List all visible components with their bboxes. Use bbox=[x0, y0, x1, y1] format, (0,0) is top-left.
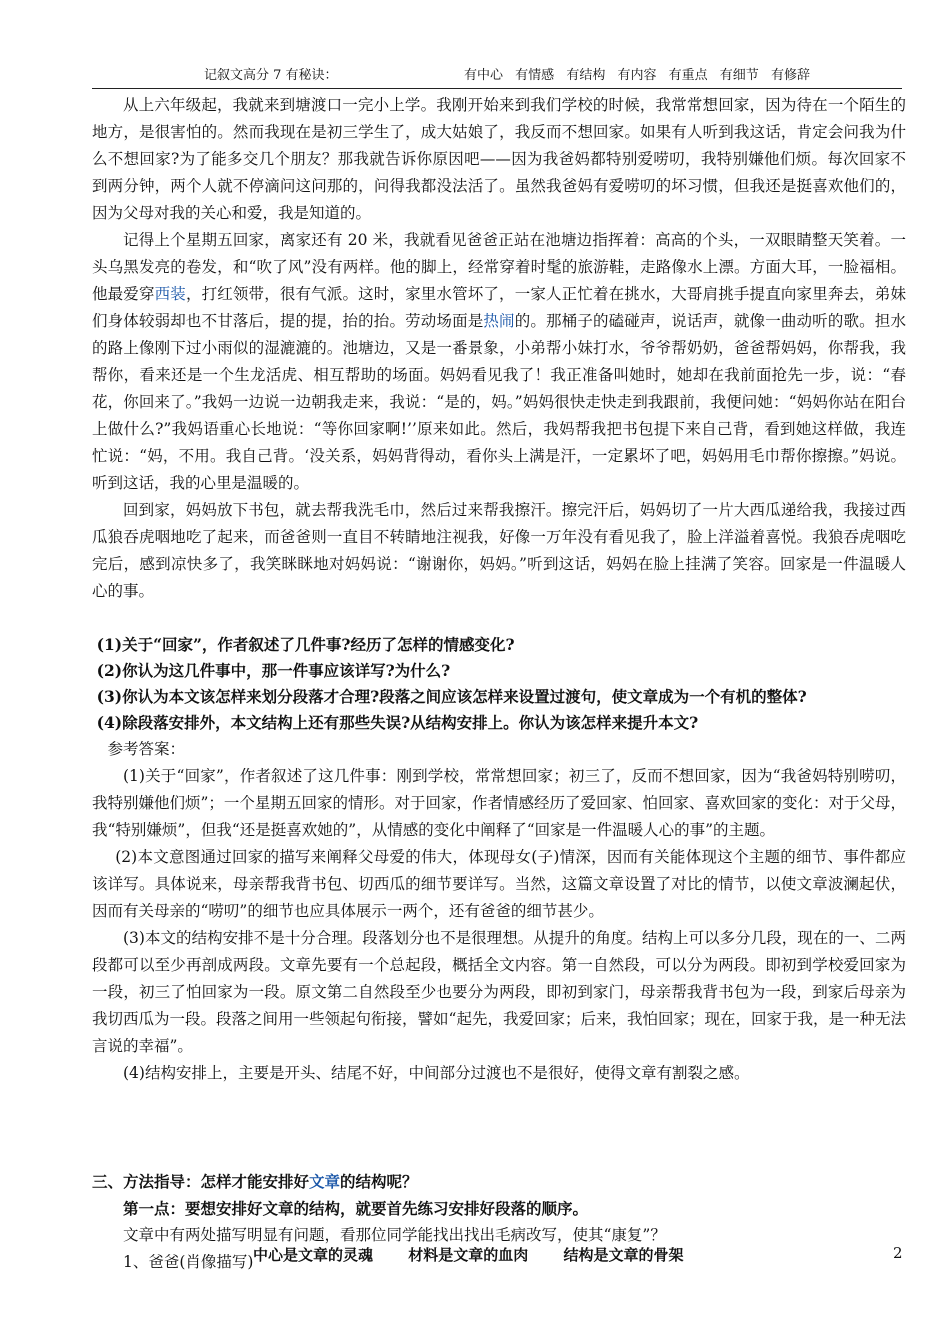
document-body bbox=[92, 92, 906, 1276]
answer-4: (4)结构安排上，主要是开头、结尾不好，中间部分过渡也不是很好，使得文章有割裂之感。 bbox=[123, 1064, 750, 1082]
method-item-1: 1、爸爸(肖像描写) bbox=[123, 1253, 254, 1271]
header-items bbox=[464, 66, 818, 86]
footer-mottos bbox=[253, 1244, 714, 1265]
question-2: (2)你认为这几件事中，那一件事应该详写?为什么? bbox=[96, 661, 451, 680]
method-intro: 文章中有两处描写明显有问题，看那位同学能找出找出毛病改写，使其“康复”？ bbox=[123, 1226, 666, 1244]
heading-text: 三、方法指导：怎样才能安排好 bbox=[92, 1172, 310, 1191]
answer-3: (3)本文的结构安排不是十分合理。段落划分也不是很理想。从提升的角度。结构上可以多分几段，现在的一、二两段都可以至少再剖成两段。文章先要有一个总起段，概括全文内容。第一自然段，可以分为两段。即初到学校爱回家为一段，初三了怕回家为一段。原文第二自然段至少也要分为两段，即初到家门，母亲帮我背书包为一段，到家后母亲为我切西瓜为一段。段落之间用一些领起句衔接，譬如“起先，我爱回家；后来，我怕回家；现在，回家于我，是一种无法言说的幸福”。 bbox=[92, 929, 906, 1055]
keyword-link-suit[interactable]: 西装 bbox=[154, 285, 186, 303]
answer-2: (2)本文意图通过回家的描写来阐释父母爱的伟大，体现母女(子)情深，因而有关能体现这个主题的细节、事件都应该详写。具体说来，母亲帮我背书包、切西瓜的细节要详写。当然，这篇文章设置了对比的情节，以使文章波澜起伏，因而有关母亲的“唠叨”的细节也应具体展示一两个，还有爸爸的细节甚少。 bbox=[92, 848, 906, 920]
question-3: (3)你认为本文该怎样来划分段落才合理?段落之间应该怎样来设置过渡句，使文章成为一个有机的整体? bbox=[96, 687, 807, 706]
page-number: 2 bbox=[893, 1244, 903, 1262]
section-heading bbox=[92, 1168, 906, 1195]
header-item: 有结构 bbox=[566, 68, 606, 83]
footer-motto: 结构是文章的骨架 bbox=[563, 1246, 684, 1264]
question-1: (1)关于“回家”，作者叙述了几件事?经历了怎样的情感变化? bbox=[96, 635, 515, 654]
page-footer bbox=[0, 1244, 950, 1268]
essay-text: 的。那桶子的磕碰声，说话声，就像一曲动听的歌。担水的路上像刚下过小雨似的湿漉漉的。池塘边，又是一番景象，小弟帮小妹打水，爷爷帮奶奶，爸爸帮妈妈，你帮我，我帮你，看来还是一个生龙活虎、相互帮助的场面。妈妈看见我了！我正准备叫她时，她却在我前面抢先一步，说：“春花，你回来了。”我妈一边说一边朝我走来，我说：“是的，妈。”妈妈很快走快走到我跟前，我便问她：“妈妈你站在阳台上做什么?”我妈语重心长地说：“等你回家啊!’’原来如此。然后，我妈帮我把书包提下来自己背，看到她这样做，我连忙说：“妈，不用。我自己背。‘没关系，妈妈背得动，看你头上满是汗，一定累坏了吧，妈妈用毛巾帮你擦擦。”妈说。听到这话，我的心里是温暖的。 bbox=[92, 312, 906, 492]
footer-motto: 材料是文章的血肉 bbox=[408, 1246, 529, 1264]
method-point-1: 第一点：要想安排好文章的结构，就要首先练习安排好段落的顺序。 bbox=[123, 1199, 589, 1218]
essay-paragraph-2 bbox=[92, 227, 906, 497]
header-item: 有内容 bbox=[617, 68, 657, 83]
heading-text: 的结构呢？ bbox=[340, 1172, 418, 1191]
header-item: 有细节 bbox=[719, 68, 759, 83]
footer-motto: 中心是文章的灵魂 bbox=[253, 1246, 374, 1264]
essay-paragraph-1: 从上六年级起，我就来到塘渡口一完小上学。我刚开始来到我们学校的时候，我常常想回家，因为待在一个陌生的地方，是很害怕的。然而我现在是初三学生了，成大姑娘了，我反而不想回家。如果有人听到我这话，肯定会问我为什么不想回家?为了能多交几个朋友？那我就告诉你原因吧——因为我爸妈都特别爱唠叨，我特别嫌他们烦。每次回家不到两分钟，两个人就不停滴问这问那的，问得我都没法活了。虽然我爸妈有爱唠叨的坏习惯，但我还是挺喜欢他们的，因为父母对我的关心和爱，我是知道的。 bbox=[92, 96, 906, 222]
keyword-link-lively[interactable]: 热闹 bbox=[483, 312, 515, 330]
essay-text: 记得上个星期五回家，离家还有 20 米，我就看见爸爸正站在池塘边指挥着：高高的个头，一双眼睛整天笑着。一头乌黑发亮的卷发，和“吹了风”没有两样。他的脚上，经常穿着时髦的旅游鞋，走路像水上漂。方面大耳，一脸福相。他最爱穿 bbox=[92, 231, 906, 303]
essay-text: ，打红领带，很有气派。这时，家里水管坏了，一家人正忙着在挑水，大哥肩挑手提直向家里奔去，弟妹们身体较弱却也不甘落后，提的提，抬的抬。劳动场面是 bbox=[92, 285, 906, 330]
header-item: 有重点 bbox=[668, 68, 708, 83]
answer-1: (1)关于“回家”，作者叙述了这几件事：刚到学校，常常想回家；初三了，反而不想回家，因为“我爸妈特别唠叨，我特别嫌他们烦”；一个星期五回家的情形。对于回家，作者情感经历了爱回家、怕回家、喜欢回家的变化：对于父母，我“特别嫌烦”，但我“还是挺喜欢她的”，从情感的变化中阐释了“回家是一件温暖人心的事”的主题。 bbox=[92, 767, 906, 839]
header-item: 有修辞 bbox=[770, 68, 810, 83]
page-header bbox=[92, 64, 902, 89]
keyword-link-article[interactable]: 文章 bbox=[309, 1172, 341, 1191]
question-4: (4)除段落安排外，本文结构上还有那些失误?从结构安排上。你认为该怎样来提升本文? bbox=[96, 713, 699, 732]
header-title: 记叙文高分 7 有秘诀： bbox=[204, 68, 338, 83]
header-item: 有情感 bbox=[515, 68, 555, 83]
essay-paragraph-3: 回到家，妈妈放下书包，就去帮我洗毛巾，然后过来帮我擦汗。擦完汗后，妈妈切了一片大西瓜递给我，我接过西瓜狼吞虎咽地吃了起来，而爸爸则一直目不转睛地注视我，好像一万年没有看见我了，脸上洋溢着喜悦。我狼吞虎咽吃完后，感到凉快多了，我笑眯眯地对妈妈说：“谢谢你，妈妈。”听到这话，妈妈在脸上挂满了笑容。回家是一件温暖人心的事。 bbox=[92, 501, 906, 600]
answers-label: 参考答案： bbox=[107, 740, 186, 758]
header-item: 有中心 bbox=[464, 68, 504, 83]
